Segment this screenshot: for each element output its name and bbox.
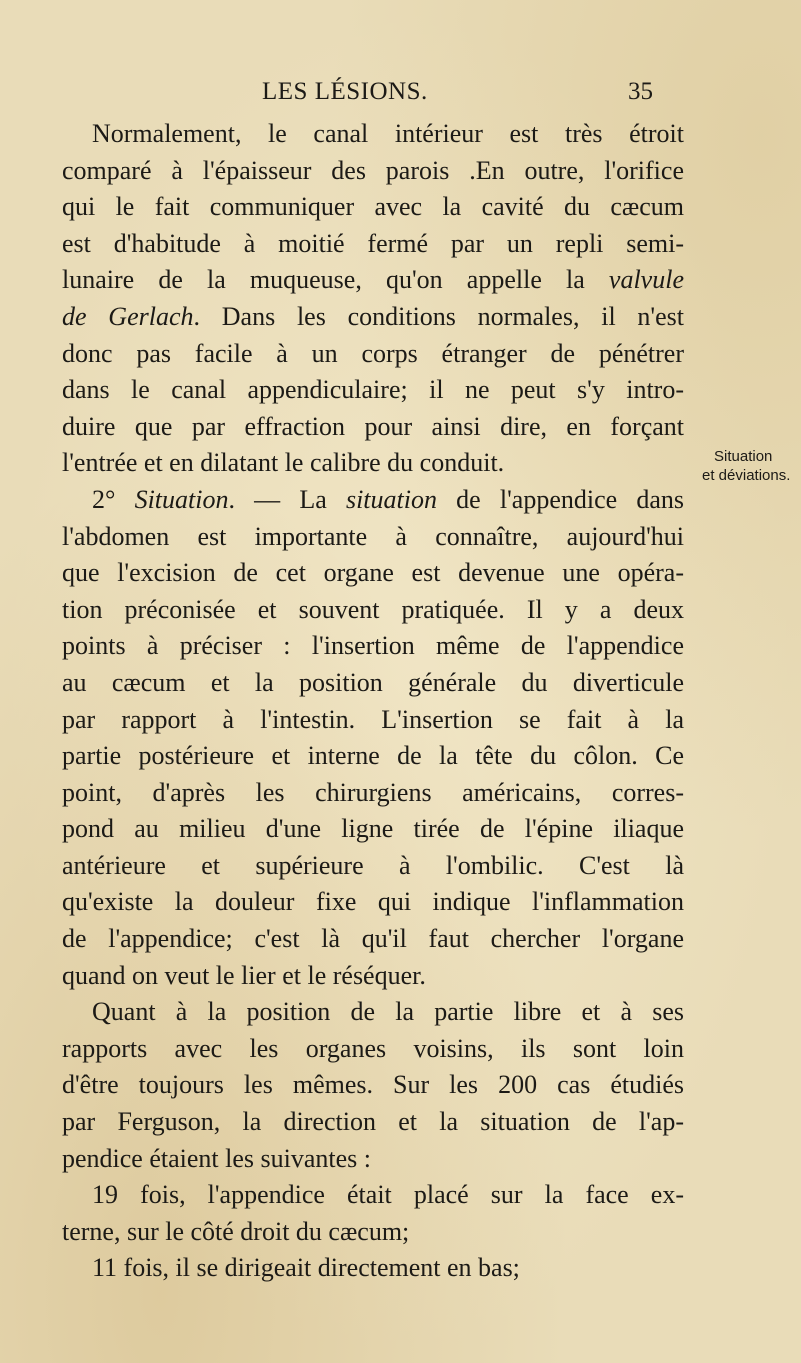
text-line: quand on veut le lier et le réséquer. xyxy=(62,960,426,990)
text-line: par Ferguson, la direction et la situation de l'ap- xyxy=(62,1107,684,1137)
text-line: pond au milieu d'une ligne tirée de l'épine iliaque xyxy=(62,814,684,844)
list-item-line: 19 fois, l'appendice était placé sur la face ex- xyxy=(92,1180,684,1210)
page-number: 35 xyxy=(628,78,653,105)
body-text xyxy=(62,116,684,1287)
text-line: pendice étaient les suivantes : xyxy=(62,1143,372,1173)
section-heading-line: 2° Situation. — La situation de l'appendice dans xyxy=(92,484,684,514)
margin-note xyxy=(694,447,799,485)
text-line: donc pas facile à un corps étranger de pénétrer xyxy=(62,338,684,368)
text-line: dans le canal appendiculaire; il ne peut s'y intro- xyxy=(62,375,684,405)
text-line: rapports avec les organes voisins, ils sont loin xyxy=(62,1033,684,1063)
text-line: d'être toujours les mêmes. Sur les 200 cas étudiés xyxy=(62,1070,684,1100)
text-line: qu'existe la douleur fixe qui indique l'inflammation xyxy=(62,887,684,917)
text-line: de l'appendice; c'est là qu'il faut chercher l'organe xyxy=(62,924,684,954)
text-line: comparé à l'épaisseur des parois .En outre, l'orifice xyxy=(62,155,684,185)
text-line: l'entrée et en dilatant le calibre du conduit. xyxy=(62,448,505,478)
italic-term: de Gerlach xyxy=(62,301,194,331)
margin-note-line: Situation xyxy=(714,448,773,465)
list-item-line: 11 fois, il se dirigeait directement en bas; xyxy=(92,1253,520,1283)
section-heading: Situation xyxy=(134,484,229,514)
text-line: qui le fait communiquer avec la cavité du cæcum xyxy=(62,192,684,222)
text-line: Quant à la position de la partie libre et à ses xyxy=(92,997,684,1027)
text-line: tion préconisée et souvent pratiquée. Il y a deux xyxy=(62,594,684,624)
text-line: antérieure et supérieure à l'ombilic. C'est là xyxy=(62,850,684,880)
italic-term: valvule xyxy=(608,265,684,295)
text-line: Normalement, le canal intérieur est très étroit xyxy=(92,119,684,148)
list-item-line: terne, sur le côté droit du cæcum; xyxy=(62,1216,410,1246)
text-line: de Gerlach. Dans les conditions normales, il n'est xyxy=(62,301,684,331)
text-line: points à préciser : l'insertion même de l'appendice xyxy=(62,631,684,661)
text-line: au cæcum et la position générale du diverticule xyxy=(62,667,684,697)
margin-note-line: et déviations. xyxy=(702,467,791,484)
running-head-title: LES LÉSIONS. xyxy=(262,78,428,105)
text-line: partie postérieure et interne de la tête du côlon. Ce xyxy=(62,741,684,771)
text-line: est d'habitude à moitié fermé par un repli semi- xyxy=(62,228,684,258)
text-line: par rapport à l'intestin. L'insertion se fait à la xyxy=(62,704,684,734)
italic-term: situation xyxy=(345,484,437,514)
text-line: duire que par effraction pour ainsi dire, en forçant xyxy=(62,411,684,441)
text-line: point, d'après les chirurgiens américains, corres- xyxy=(62,777,684,807)
text-line: l'abdomen est importante à connaître, aujourd'hui xyxy=(62,521,684,551)
text-line: que l'excision de cet organe est devenue une opéra- xyxy=(62,558,684,588)
text-line: lunaire de la muqueuse, qu'on appelle la valvule xyxy=(62,265,684,295)
